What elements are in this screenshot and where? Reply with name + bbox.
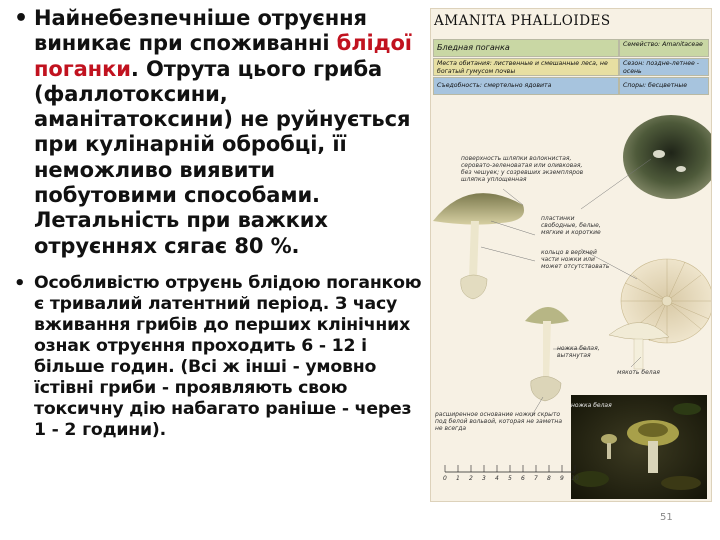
info-cell: Бледная поганка bbox=[433, 39, 619, 57]
mushroom-plate bbox=[430, 8, 712, 502]
info-cell: Споры: бесцветные bbox=[619, 77, 709, 95]
info-cell: Сезон: поздне-летнее - осень bbox=[619, 58, 709, 76]
ruler-label: 2 bbox=[469, 475, 473, 482]
bullet-1-before: Найнебезпечніше отруєння виникає при споживанні bbox=[34, 6, 367, 56]
ruler-label: 8 bbox=[547, 475, 551, 482]
ruler-label: 6 bbox=[521, 475, 525, 482]
bullet-dot: • bbox=[14, 6, 28, 31]
annotation-ring: кольцо в верхней части ножки или может отсутствовать bbox=[541, 249, 610, 270]
ruler-labels bbox=[443, 475, 579, 502]
ruler-label: 4 bbox=[495, 475, 499, 482]
annotation-gills: пластинки свободные, белые, мягкие и короткие bbox=[541, 215, 601, 236]
ruler-label: 5 bbox=[508, 475, 512, 482]
annotation-volva: расширенное основание ножки скрыто под белой вольвой, которая не заметна не всегда bbox=[435, 411, 563, 432]
ruler-label: 10 bbox=[571, 475, 579, 482]
ruler-label: 7 bbox=[534, 475, 538, 482]
bullet-1-highlight: блідої поганки bbox=[34, 31, 412, 81]
annotation-stem: ножка белая, вытянутая bbox=[557, 345, 600, 359]
text-column bbox=[12, 6, 424, 441]
annotation-stem-2: ножка белая bbox=[571, 402, 612, 409]
bullet-dot: • bbox=[14, 272, 26, 294]
ruler-label: 1 bbox=[456, 475, 460, 482]
bullet-2-text: Особливістю отруєнь блідою поганкою є тривалий латентний період. З часу вживання грибів до перших клінічних ознак отруєння проходить 6 - 12 і більше годин. (Всі ж інші - умовно їстівні гриби - проявляють свою токсичну дію набагато раніше - через 1 - 2 години). bbox=[34, 272, 422, 440]
annotation-flesh: мякоть белая bbox=[617, 369, 660, 376]
ruler bbox=[445, 465, 575, 472]
ruler-label: 3 bbox=[482, 475, 486, 482]
cap-top-view bbox=[623, 115, 711, 199]
photo-inset bbox=[571, 395, 707, 499]
ruler-label: 0 bbox=[443, 475, 447, 482]
bullet-1 bbox=[12, 6, 424, 259]
plate-title: AMANITA PHALLOIDES bbox=[434, 13, 611, 29]
info-cell: Места обитания: лиственные и смешанные леса, не богатый гумусом почвы bbox=[433, 58, 619, 76]
info-cell: Семейство: Amanitaceae bbox=[619, 39, 709, 57]
ruler-label: 9 bbox=[560, 475, 564, 482]
mature-mushroom bbox=[433, 193, 524, 299]
info-cell: Съедобность: смертельно ядовита bbox=[433, 77, 619, 95]
annotation-cap: поверхность шляпки волокнистая, серовато-зеленоватая или оливковая, без чешуек; у созревших экземпляров шляпка уплощенная bbox=[461, 155, 584, 183]
bullet-2 bbox=[12, 273, 424, 441]
slide-number: 51 bbox=[660, 512, 673, 523]
bullet-1-after: . Отрута цього гриба (фаллотоксини, аманітатоксини) не руйнується при кулінарній обробці, її неможливо виявити побутовими способами. Летальність при важких отруєннях сягає 80 %. bbox=[34, 56, 411, 258]
